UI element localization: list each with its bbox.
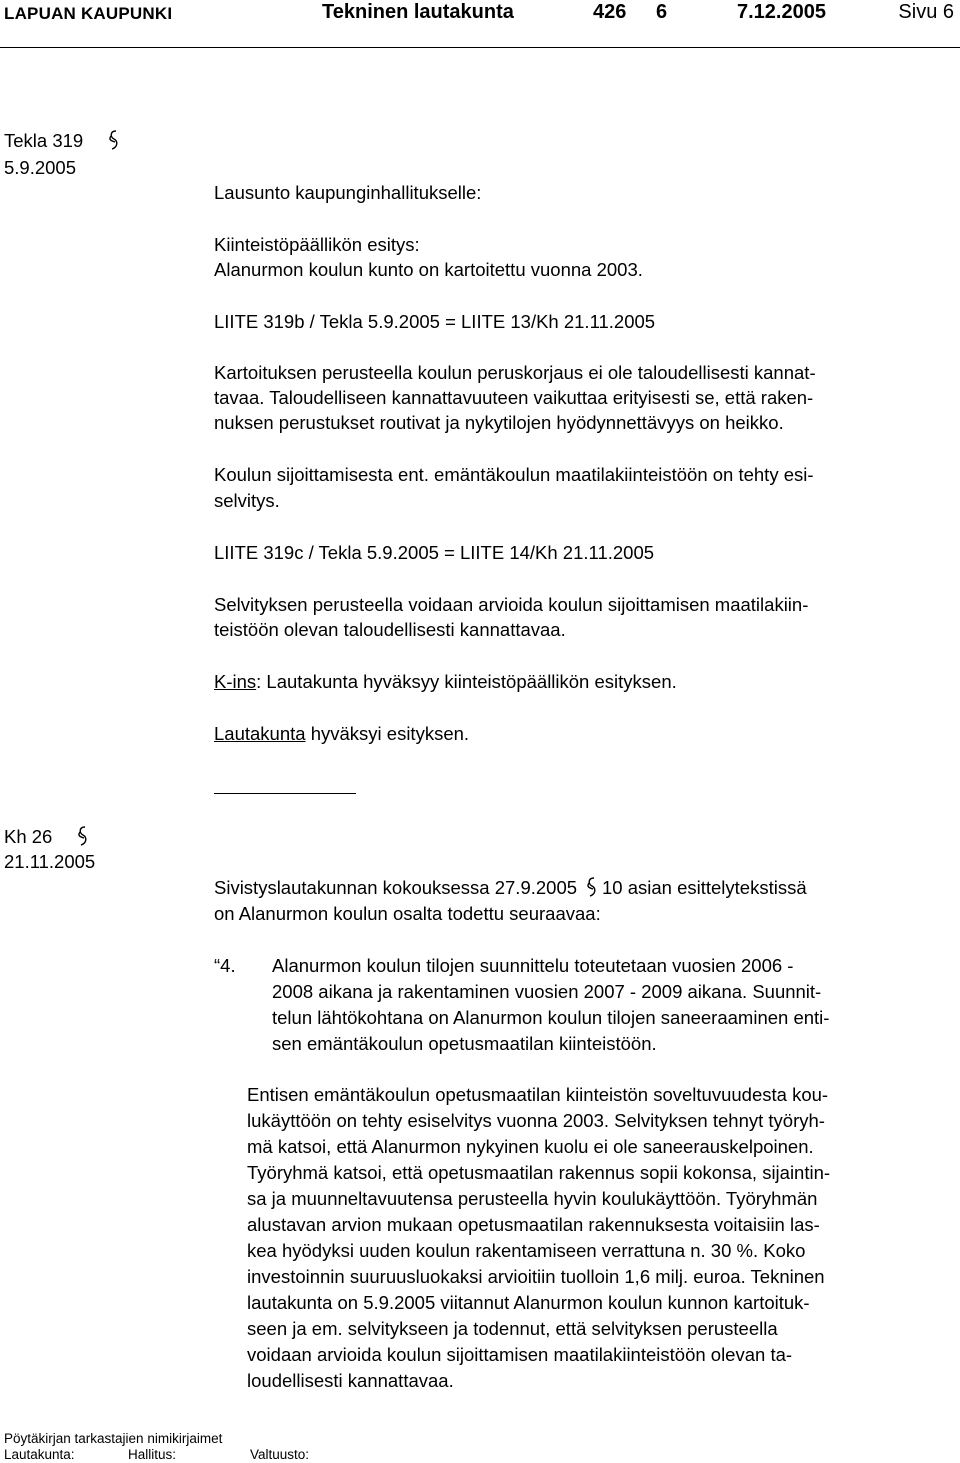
header-divider <box>0 47 960 48</box>
proposal-line <box>214 669 677 695</box>
org-name: LAPUAN KAUPUNKI <box>4 4 173 23</box>
quote-number: “4. <box>214 955 236 976</box>
attachment-ref: LIITE 319c / Tekla 5.9.2005 = LIITE 14/Kh 21.11.2005 <box>214 542 655 563</box>
kh-ref-line1: Kh 26 <box>4 826 53 847</box>
meeting-date: 7.12.2005 <box>737 1 826 23</box>
proposal-label: K-ins <box>214 671 257 692</box>
page-header <box>0 0 960 40</box>
decision-text: hyväksyi esityksen. <box>305 723 470 744</box>
paragraph-text: Kartoituksen perusteella koulun peruskorjaus ei ole taloudellisesti kannat- <box>214 362 816 383</box>
quote-text: lautakunta on 5.9.2005 viitannut Alanurmon koulun kunnon kartoituk- <box>247 1292 810 1313</box>
paragraph-text: selvitys. <box>214 490 280 511</box>
footer-initials-label: Pöytäkirjan tarkastajien nimikirjaimet <box>4 1431 223 1446</box>
quote-text: investoinnin suuruusluokaksi arvioitiin tuolloin 1,6 milj. euroa. Tekninen <box>247 1266 825 1287</box>
footer-hallitus: Hallitus: <box>128 1447 177 1462</box>
paragraph-text: tavaa. Taloudelliseen kannattavuuteen vaikuttaa erityisesti se, että raken- <box>214 387 814 408</box>
quote-text: 2008 aikana ja rakentaminen vuosien 2007 - 2009 aikana. Suunnit- <box>272 981 822 1002</box>
quote-text: seen ja em. selvitykseen ja todennut, että selvityksen perusteella <box>247 1318 778 1339</box>
paragraph-text: teistöön olevan taloudellisesti kannattavaa. <box>214 619 566 640</box>
quote-text: Alanurmon koulun tilojen suunnittelu toteutetaan vuosien 2006 - <box>272 955 794 976</box>
quote-text: Työryhmä katsoi, että opetusmaatilan rakennus sopii kokonsa, sijaintin- <box>247 1162 831 1183</box>
quote-text: lukäyttöön on tehty esiselvitys vuonna 2003. Selvityksen tehnyt työryh- <box>247 1110 825 1131</box>
section-mark-icon <box>107 128 119 152</box>
kh-ref-line2: 21.11.2005 <box>4 851 96 872</box>
footer-lautakunta: Lautakunta: <box>4 1447 75 1462</box>
paragraph-text: nuksen perustukset routivat ja nykytilojen hyödynnettävyys on heikko. <box>214 412 784 433</box>
meeting-number: 426 <box>593 1 627 23</box>
quote-text: kea hyödyksi uuden koulun rakentamiseen verrattuna n. 30 %. Koko <box>247 1240 806 1261</box>
statement-heading: Lausunto kaupunginhallitukselle: <box>214 182 482 203</box>
attachment-ref: LIITE 319b / Tekla 5.9.2005 = LIITE 13/Kh 21.11.2005 <box>214 311 656 332</box>
section-number: 6 <box>656 1 668 23</box>
decision-label: Lautakunta <box>214 723 306 744</box>
section-mark-icon <box>76 824 88 848</box>
paragraph-text: Selvityksen perusteella voidaan arvioida koulun sijoittamisen maatilakiin- <box>214 594 809 615</box>
quote-text: sen emäntäkoulun opetusmaatilan kiinteistöön. <box>272 1033 657 1054</box>
separator-line <box>214 793 356 794</box>
section-mark-icon <box>585 875 597 899</box>
quote-text: loudellisesti kannattavaa. <box>247 1370 454 1391</box>
tekla-ref-line1: Tekla 319 <box>4 130 84 151</box>
paragraph-text: Alanurmon koulun kunto on kartoitettu vuonna 2003. <box>214 259 643 280</box>
page-number: Sivu 6 <box>898 1 954 23</box>
paragraph-text: on Alanurmon koulun osalta todettu seuraavaa: <box>214 903 601 924</box>
proposal-text: : Lautakunta hyväksyy kiinteistöpäällikön esityksen. <box>256 671 677 692</box>
footer-valtuusto: Valtuusto: <box>250 1447 310 1462</box>
proposal-heading: Kiinteistöpäällikön esitys: <box>214 234 420 255</box>
quote-text: alustavan arvion mukaan opetusmaatilan rakennuksesta voitaisiin las- <box>247 1214 820 1235</box>
quote-text: Entisen emäntäkoulun opetusmaatilan kiinteistön soveltuvuudesta kou- <box>247 1084 829 1105</box>
decision-line <box>214 721 469 747</box>
quote-text: voidaan arvioida koulun sijoittamisen maatilakiinteistöön olevan ta- <box>247 1344 793 1365</box>
quote-text: telun lähtökohtana on Alanurmon koulun tilojen saneeraaminen enti- <box>272 1007 830 1028</box>
paragraph-text: Sivistyslautakunnan kokouksessa 27.9.2005 <box>214 877 578 898</box>
paragraph-text: 10 asian esittelytekstissä <box>602 877 807 898</box>
board-name: Tekninen lautakunta <box>322 1 514 23</box>
paragraph-text: Koulun sijoittamisesta ent. emäntäkoulun maatilakiinteistöön on tehty esi- <box>214 464 814 485</box>
tekla-ref-line2: 5.9.2005 <box>4 157 77 178</box>
footer-signature-row <box>4 1447 309 1463</box>
quote-text: mä katsoi, että Alanurmon nykyinen kuolu ei ole saneerauskelpoinen. <box>247 1136 814 1157</box>
quote-text: sa ja muunneltavuutensa perusteella hyvin koulukäyttöön. Työryhmän <box>247 1188 818 1209</box>
